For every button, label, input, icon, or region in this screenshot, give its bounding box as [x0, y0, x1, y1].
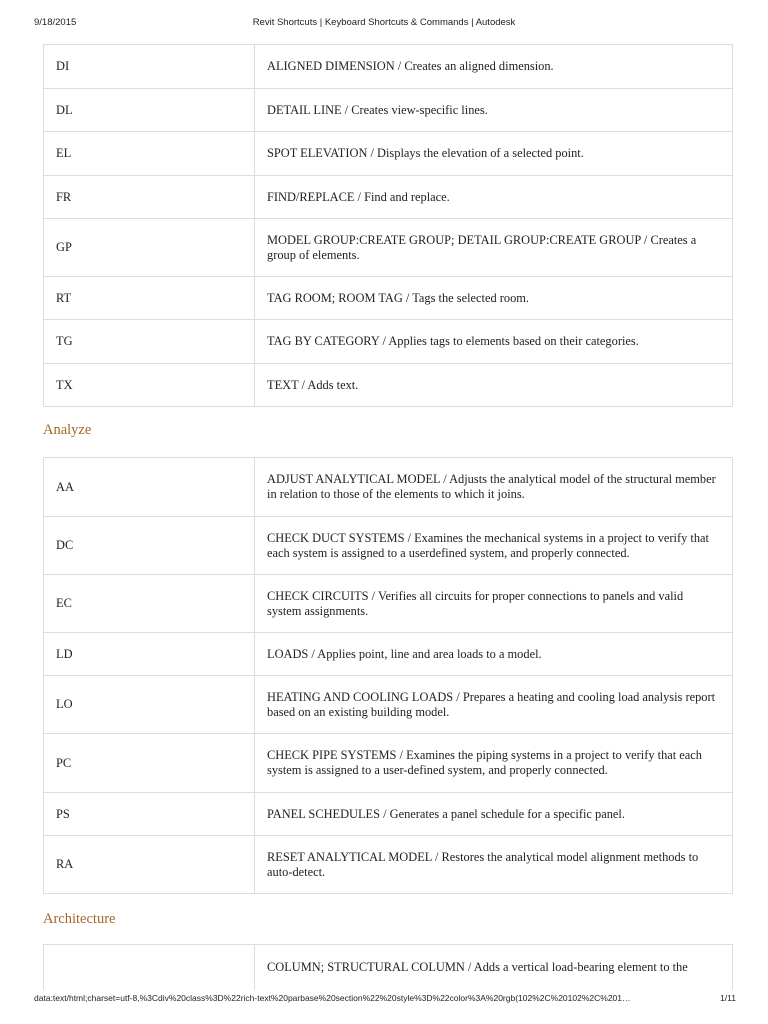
shortcut-description: SPOT ELEVATION / Displays the elevation of a selected point.	[255, 132, 733, 176]
shortcut-description: CHECK PIPE SYSTEMS / Examines the piping systems in a project to verify that each system is assigned to a user-defined system, and properly connected.	[255, 734, 733, 793]
shortcut-key: FR	[44, 176, 255, 219]
shortcut-description: RESET ANALYTICAL MODEL / Restores the analytical model alignment methods to auto-detect.	[255, 836, 733, 894]
shortcut-key: EL	[44, 132, 255, 176]
table-row	[44, 89, 733, 132]
shortcut-key: DL	[44, 89, 255, 132]
shortcut-description: TEXT / Adds text.	[255, 364, 733, 407]
page-number: 1/11	[720, 993, 736, 1003]
shortcut-description: DETAIL LINE / Creates view-specific lines.	[255, 89, 733, 132]
shortcut-description: LOADS / Applies point, line and area loads to a model.	[255, 633, 733, 676]
table-row	[44, 458, 733, 517]
table-row	[44, 320, 733, 364]
shortcut-description: FIND/REPLACE / Find and replace.	[255, 176, 733, 219]
table-row	[44, 575, 733, 633]
shortcut-key: DI	[44, 45, 255, 89]
shortcut-description: ALIGNED DIMENSION / Creates an aligned dimension.	[255, 45, 733, 89]
table-row	[44, 45, 733, 89]
shortcut-key: RT	[44, 277, 255, 320]
table-row	[44, 676, 733, 734]
section-heading-analyze: Analyze	[43, 422, 92, 438]
table-row	[44, 219, 733, 277]
print-date: 9/18/2015	[34, 17, 77, 28]
shortcut-description: PANEL SCHEDULES / Generates a panel schedule for a specific panel.	[255, 793, 733, 836]
print-title: Revit Shortcuts | Keyboard Shortcuts & Commands | Autodesk	[252, 17, 516, 28]
shortcut-key: AA	[44, 458, 255, 517]
shortcut-description: HEATING AND COOLING LOADS / Prepares a heating and cooling load analysis report based on an existing building model.	[255, 676, 733, 734]
shortcut-key	[44, 945, 255, 991]
print-url: data:text/html;charset=utf-8,%3Cdiv%20class%3D%22rich-text%20parbase%20section%22%20style%3D%22color%3A%20rgb(102%2C%20102%2C%201…	[34, 993, 631, 1003]
shortcut-description: COLUMN; STRUCTURAL COLUMN / Adds a vertical load-bearing element to the	[255, 945, 733, 991]
shortcut-description: ADJUST ANALYTICAL MODEL / Adjusts the analytical model of the structural member in relation to those of the elements to which it joins.	[255, 458, 733, 517]
shortcut-key: LO	[44, 676, 255, 734]
table-row	[44, 176, 733, 219]
shortcut-key: PC	[44, 734, 255, 793]
print-header	[0, 17, 768, 31]
shortcut-key: RA	[44, 836, 255, 894]
table-row	[44, 793, 733, 836]
shortcut-key: DC	[44, 517, 255, 575]
shortcut-key: TG	[44, 320, 255, 364]
shortcut-key: PS	[44, 793, 255, 836]
table-row	[44, 364, 733, 407]
shortcut-key: TX	[44, 364, 255, 407]
shortcut-description: CHECK CIRCUITS / Verifies all circuits for proper connections to panels and valid system assignments.	[255, 575, 733, 633]
table-row	[44, 836, 733, 894]
section-heading-architecture: Architecture	[43, 911, 116, 927]
table-row	[44, 132, 733, 176]
shortcut-key: EC	[44, 575, 255, 633]
shortcuts-table-analyze	[43, 457, 733, 894]
table-row	[44, 517, 733, 575]
table-row	[44, 277, 733, 320]
shortcut-key: GP	[44, 219, 255, 277]
shortcut-description: CHECK DUCT SYSTEMS / Examines the mechanical systems in a project to verify that each system is assigned to a userdefined system, and properly connected.	[255, 517, 733, 575]
print-footer	[0, 993, 768, 1007]
shortcuts-table-architecture	[43, 944, 733, 990]
shortcuts-table-architecture-wrap	[43, 944, 734, 990]
shortcut-description: TAG ROOM; ROOM TAG / Tags the selected room.	[255, 277, 733, 320]
table-row	[44, 734, 733, 793]
table-row	[44, 633, 733, 676]
shortcut-key: LD	[44, 633, 255, 676]
shortcut-description: TAG BY CATEGORY / Applies tags to elements based on their categories.	[255, 320, 733, 364]
table-row	[44, 945, 733, 991]
shortcuts-table-general	[43, 44, 733, 407]
shortcut-description: MODEL GROUP:CREATE GROUP; DETAIL GROUP:CREATE GROUP / Creates a group of elements.	[255, 219, 733, 277]
